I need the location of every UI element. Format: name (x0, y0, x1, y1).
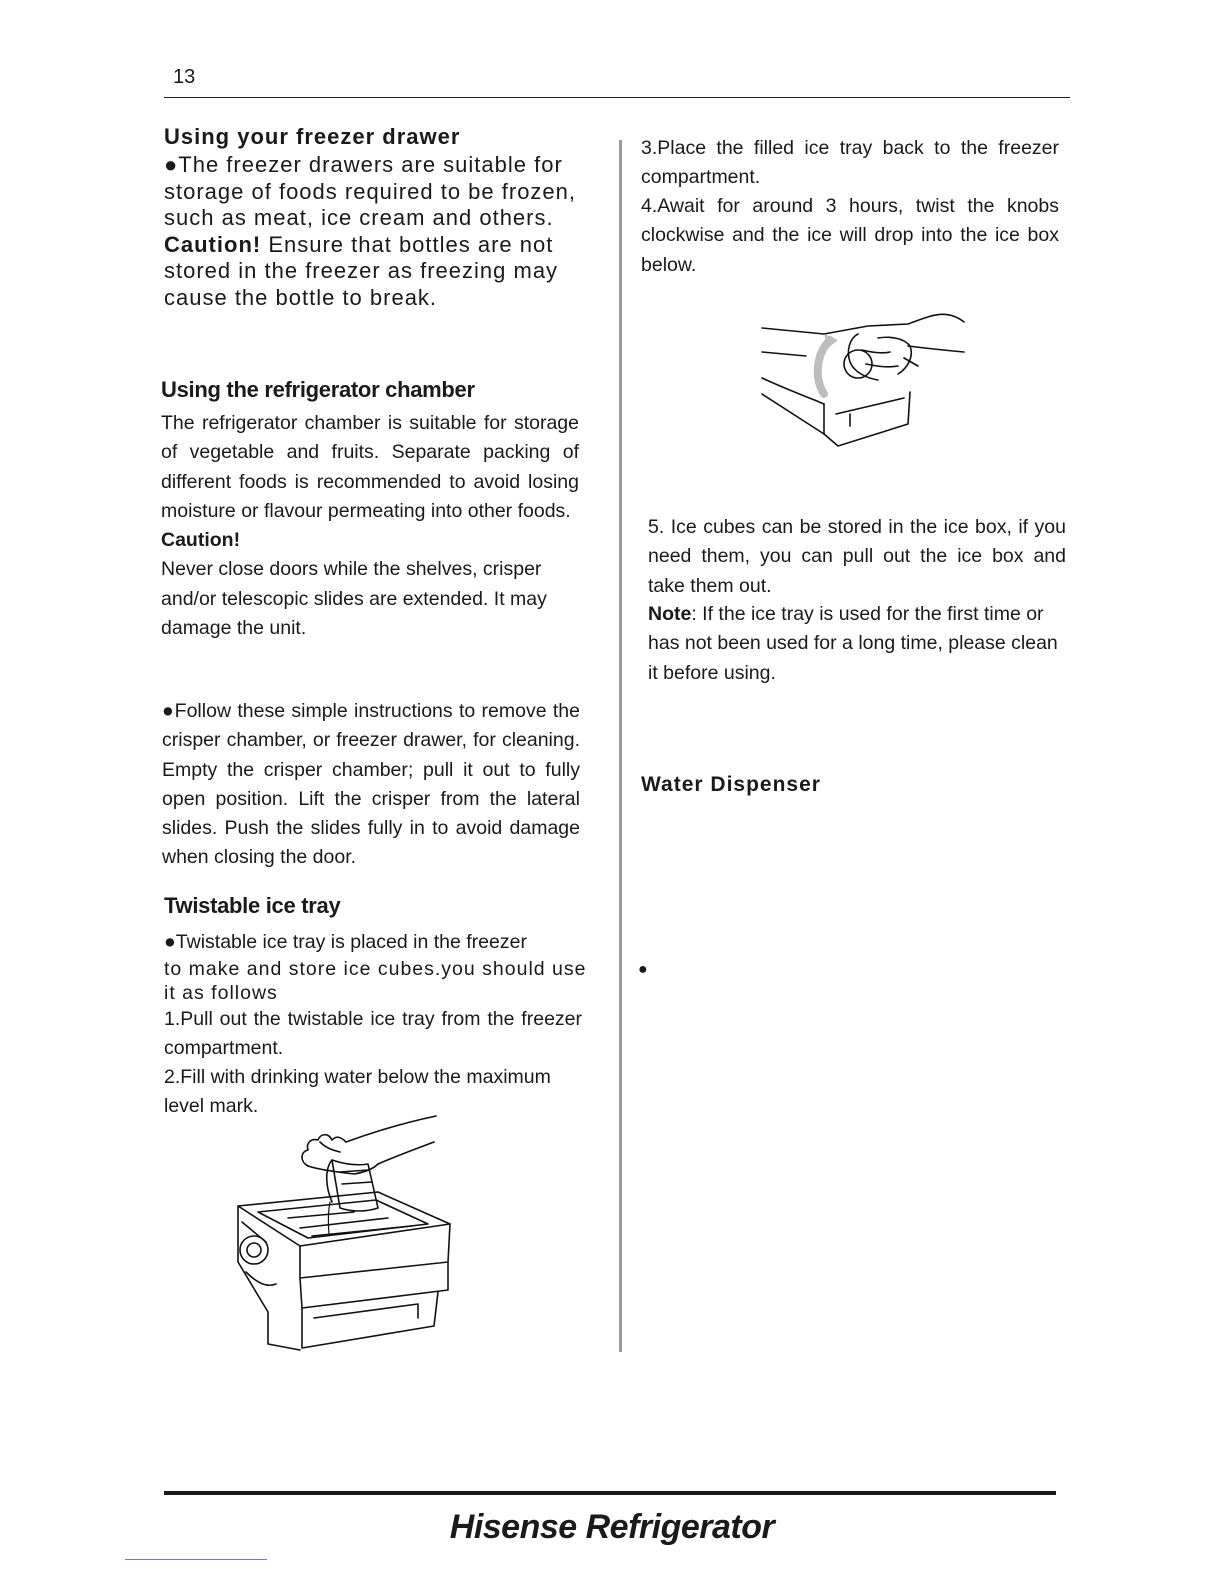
crisper-removal-instructions: ●Follow these simple instructions to remove the crisper chamber, or freezer drawer, for cleaning. Empty the crisper chamber; pull it out to fully open position. Lift the crisper from the lateral slides. Push the slides fully in to avoid damage when closing the door. (162, 700, 580, 869)
column-divider (619, 140, 622, 1352)
ice-tray-intro-line2: to make and store ice cubes.you should use (164, 958, 587, 981)
freezer-drawer-heading: Using your freezer drawer (164, 124, 461, 149)
ice-tray-step-3: 3.Place the filled ice tray back to the freezer compartment. (641, 137, 1059, 189)
refrigerator-chamber-body: The refrigerator chamber is suitable for storage of vegetable and fruits. Separate packing of different foods is recommended to avoid losing moisture or flavour permeating into other foods. (161, 412, 579, 522)
caution-text: Ensure that bottles are not stored in the freezer as freezing may cause the bottle to break. (164, 231, 559, 310)
ice-tray-intro (164, 928, 612, 1005)
note-text: : If the ice tray is used for the first time or has not been used for a long time, please clean it before using. (648, 603, 1058, 684)
refrigerator-chamber-heading: Using the refrigerator chamber (161, 377, 475, 402)
page-number: 13 (173, 66, 196, 88)
footer-brand: Hisense Refrigerator (449, 1508, 775, 1546)
ice-tray-step-5: 5. Ice cubes can be stored in the ice box, if you need them, you can pull out the ice box and take them out. (648, 516, 1066, 597)
ice-tray-intro-line1: ●Twistable ice tray is placed in the freezer (164, 931, 527, 953)
caution-label: Caution! (164, 231, 262, 257)
ice-tray-step-2: 2.Fill with drinking water below the maximum level mark. (164, 1066, 551, 1118)
refrigerator-caution-text: Never close doors while the shelves, crisper and/or telescopic slides are extended. It may damage the unit. (161, 558, 547, 640)
water-dispenser-heading: Water Dispenser (641, 773, 821, 796)
ice-tray-intro-line3: it as follows (164, 982, 278, 1005)
bottom-stray-line (125, 1559, 267, 1560)
ice-tray-heading: Twistable ice tray (164, 893, 341, 918)
ice-tray-note (648, 600, 1068, 688)
water-dispenser-bullet: ● (638, 961, 648, 978)
refrigerator-caution-label: Caution! (161, 529, 241, 552)
refrigerator-chamber-text (161, 409, 579, 643)
ice-tray-step-1: 1.Pull out the twistable ice tray from the freezer compartment. (164, 1008, 582, 1060)
header-divider (164, 97, 1070, 98)
freezer-drawer-body: ●The freezer drawers are suitable for storage of foods required to be frozen, such as meat, ice cream and others. (164, 152, 577, 230)
footer-divider (164, 1491, 1056, 1495)
ice-tray-step-4: 4.Await for around 3 hours, twist the knobs clockwise and the ice will drop into the ice box below. (641, 195, 1059, 276)
freezer-caution (164, 232, 584, 312)
ice-tray-twisting-illustration (758, 294, 968, 450)
ice-tray-filling-illustration (228, 1112, 460, 1354)
note-label: Note (648, 603, 692, 625)
freezer-drawer-text (164, 152, 584, 311)
